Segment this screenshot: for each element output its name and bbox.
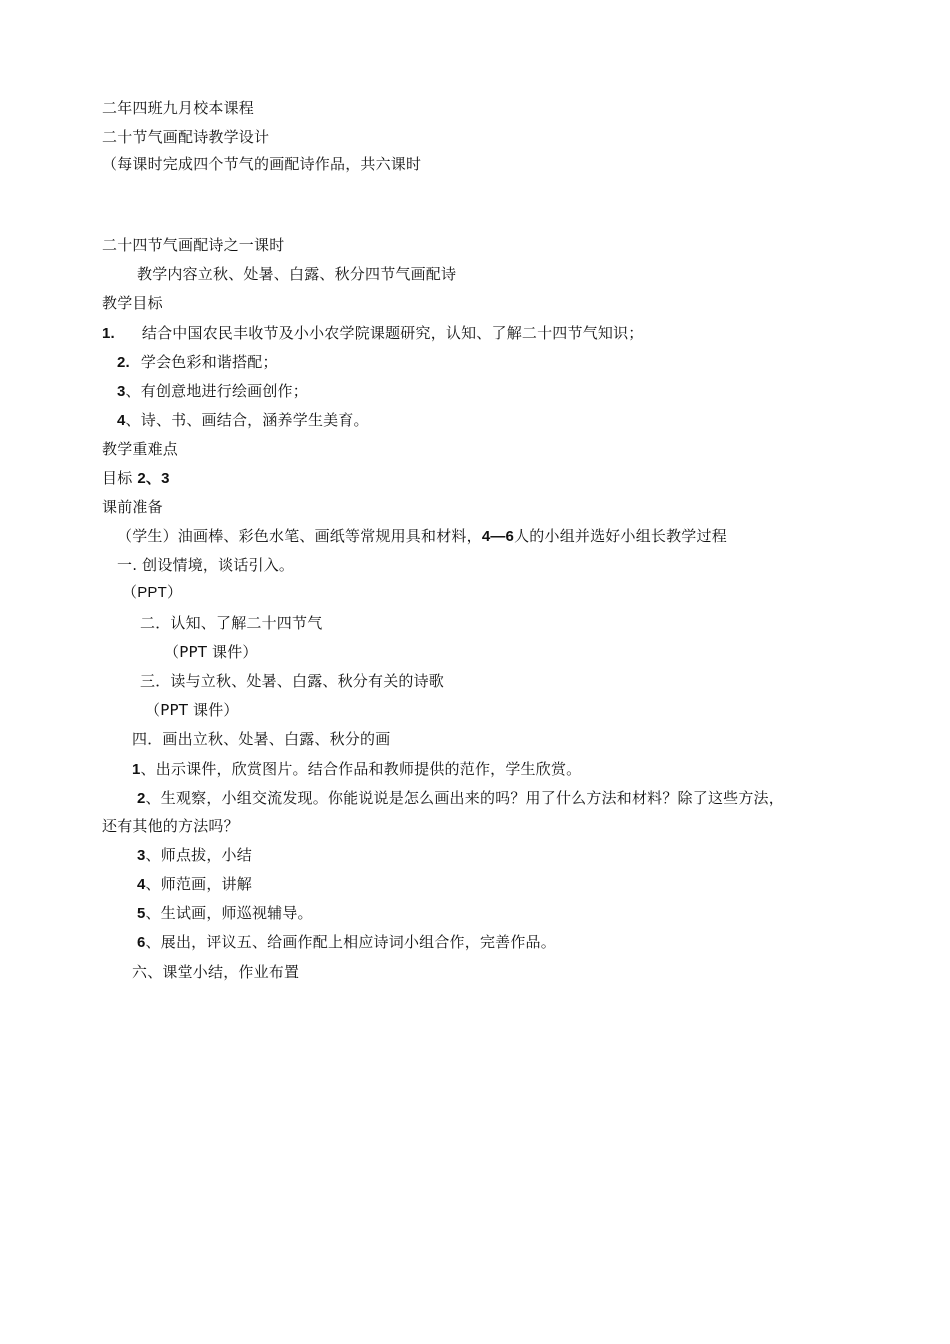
goal-number: 2. [117,354,130,371]
goal-item [117,410,369,431]
prep-text-number: 4—6 [481,528,515,545]
sub-step-number: 2 [137,790,146,807]
prep-text-a: （学生）油画棒、彩色水笔、画纸等常规用具和材料， [117,527,482,545]
sub-step-text: 、出示课件，欣赏图片。结合作品和教师提供的范作，学生欣赏。 [140,760,582,778]
goal-number: 3 [117,383,126,400]
step-four: 四．画出立秋、处暑、白露、秋分的画 [132,730,391,748]
sub-step-number: 4 [137,876,146,893]
sub-step [137,932,556,953]
sub-step-text: 、生试画，师巡视辅导。 [145,904,313,922]
sub-step-number: 1 [132,761,141,778]
sub-step [137,903,313,924]
step-one-note: （PPT） [122,584,183,601]
sub-step-number: 6 [137,934,146,951]
goals-heading: 教学目标 [102,294,163,312]
goal-text: 、诗、书、画结合，涵养学生美育。 [125,411,369,429]
prep-text-b: 人的小组并选好小组长教学过程 [514,527,727,545]
prep-heading: 课前准备 [102,498,163,516]
key-text [102,468,170,489]
prep-text [117,526,727,547]
step-six: 六、课堂小结，作业布置 [132,963,300,981]
class-course-title: 二年四班九月校本课程 [102,99,255,117]
goal-item [102,323,644,344]
sub-step-number: 5 [137,905,146,922]
sub-step [137,845,252,866]
step-one: 一. 创设情境，谈话引入。 [117,556,295,574]
lesson-note: （每课时完成四个节气的画配诗作品，共六课时 [102,155,422,173]
goal-item [117,352,278,373]
goal-text: 、有创意地进行绘画创作； [125,382,308,400]
sub-step-number: 3 [137,847,146,864]
step-two: 二．认知、了解二十四节气 [140,614,323,632]
sub-step-text: 、生观察，小组交流发现。你能说说是怎么画出来的吗？用了什么方法和材料？除了这些方法， [145,789,784,807]
sub-step-continuation: 还有其他的方法吗？ [102,817,239,835]
step-three: 三．读与立秋、处暑、白露、秋分有关的诗歌 [140,672,445,690]
goal-number: 4 [117,412,126,429]
sub-step [137,788,784,809]
goal-item [117,381,308,402]
step-three-note: （PPT 课件） [145,701,239,719]
sub-step-text: 、师范画，讲解 [145,875,252,893]
sub-step [137,874,252,895]
lesson-content: 教学内容立秋、处暑、白露、秋分四节气画配诗 [137,265,457,283]
sub-step-text: 、师点拔，小结 [145,846,252,864]
design-title: 二十节气画配诗教学设计 [102,128,270,146]
key-heading: 教学重难点 [102,440,179,458]
goal-number: 1. [102,325,115,342]
goal-text: 结合中国农民丰收节及小小农学院课题研究，认知、了解二十四节气知识； [141,324,644,342]
key-text-numbers: 2、3 [137,470,170,487]
key-text-prefix: 目标 [102,469,133,487]
step-two-note: （PPT 课件） [164,643,258,661]
lesson-title: 二十四节气画配诗之一课时 [102,236,285,254]
goal-text: 学会色彩和谐搭配； [140,353,278,371]
sub-step [132,759,581,780]
sub-step-text: 、展出，评议五、给画作配上相应诗词小组合作，完善作品。 [145,933,556,951]
